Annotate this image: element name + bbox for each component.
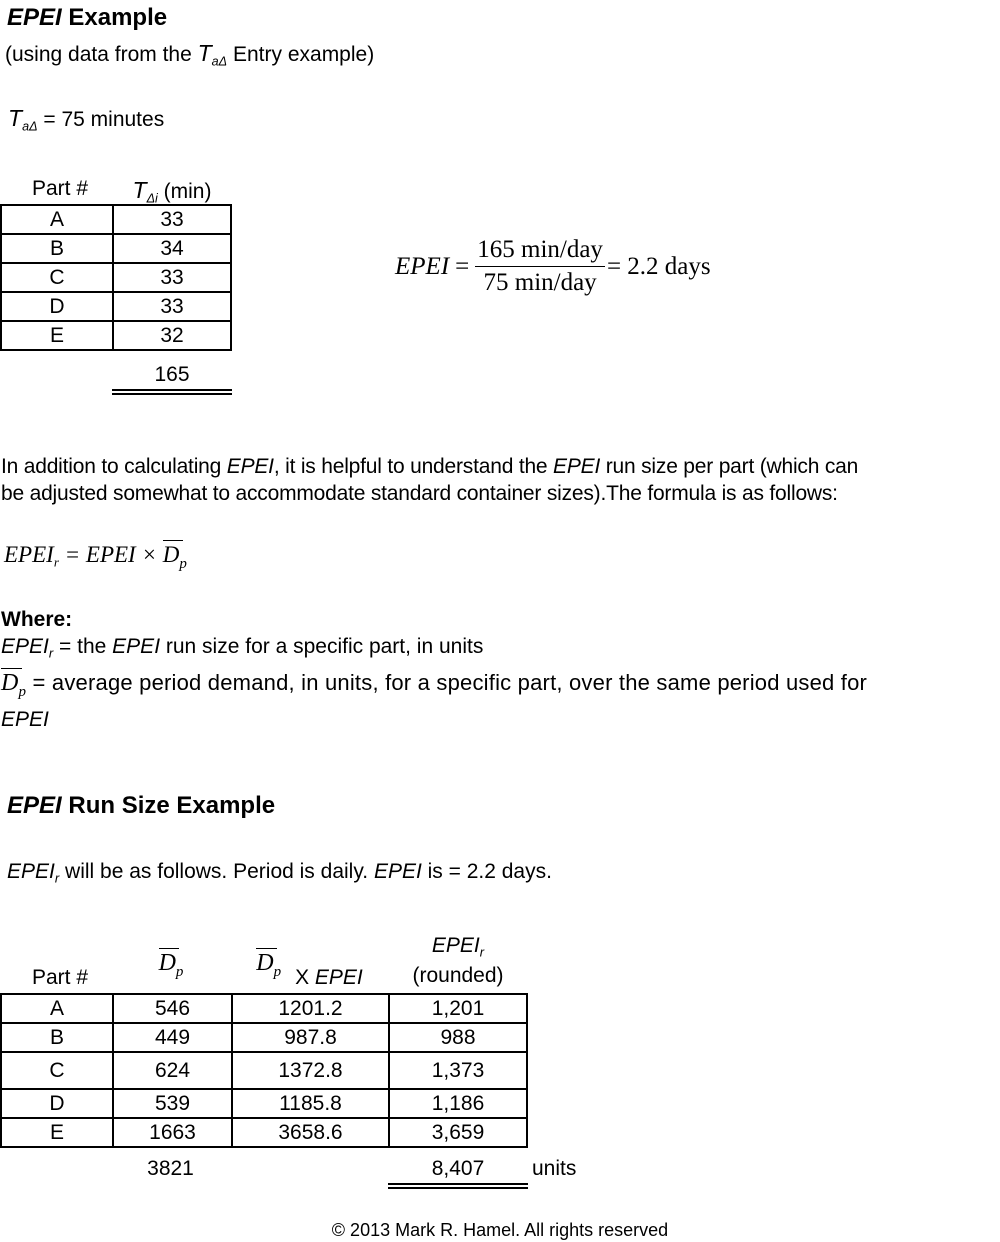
run-size-intro <box>7 860 552 886</box>
cell-rounded: 1,186 <box>389 1089 527 1118</box>
table-row <box>1 1118 527 1147</box>
dp-symbol <box>1 670 26 701</box>
total-dp: 3821 <box>147 1157 194 1180</box>
epei: EPEI <box>314 966 363 989</box>
where-label: Where: <box>1 608 73 631</box>
subtitle <box>5 40 374 68</box>
cell-part: A <box>1 994 113 1023</box>
time-symbol: T <box>132 177 147 203</box>
time-unit: (min) <box>163 180 212 203</box>
units-label: units <box>532 1157 577 1180</box>
cell-dp: 624 <box>113 1052 232 1089</box>
section-title-epei-example <box>7 4 167 32</box>
ta-value: = 75 minutes <box>43 108 165 131</box>
text: run size per part (which can <box>600 455 859 478</box>
symbol-sub: r <box>48 645 54 661</box>
col-header-part: Part # <box>31 177 89 200</box>
changeover-total: 165 <box>154 363 190 386</box>
p: p <box>179 556 187 572</box>
cell-dp: 546 <box>113 994 232 1023</box>
r: r <box>479 944 485 960</box>
text-italic: EPEI <box>226 455 274 478</box>
epei: EPEI <box>431 934 480 957</box>
text-italic: EPEI <box>112 635 161 658</box>
cell-dp: 449 <box>113 1023 232 1052</box>
cell-part: B <box>1 234 113 263</box>
double-underline <box>388 1183 528 1189</box>
cell-part: C <box>1 1052 113 1089</box>
title-rest: Example <box>68 4 168 31</box>
table-row <box>1 234 231 263</box>
cell-rounded: 1,201 <box>389 994 527 1023</box>
table-row <box>1 1052 527 1089</box>
table-row <box>1 1023 527 1052</box>
title-rest: Run Size Example <box>68 792 276 819</box>
cell-part: B <box>1 1023 113 1052</box>
cell-part: A <box>1 205 113 234</box>
x-epei <box>295 966 363 989</box>
formula-lhs: EPEI <box>4 542 54 567</box>
cell-part: C <box>1 263 113 292</box>
formula-result: = 2.2 days <box>606 252 711 280</box>
symbol: EPEI <box>1 635 49 658</box>
dp-symbol <box>256 950 281 981</box>
cell-part: D <box>1 1089 113 1118</box>
p: p <box>273 964 282 980</box>
text: is = 2.2 days. <box>421 860 552 883</box>
d: D <box>162 542 180 567</box>
cell-product: 987.8 <box>232 1023 389 1052</box>
table-row <box>1 205 231 234</box>
text: In addition to calculating <box>1 455 227 478</box>
col-header-time <box>112 177 232 205</box>
cell-product: 1372.8 <box>232 1052 389 1089</box>
d: D <box>158 950 176 976</box>
changeover-table <box>0 204 232 351</box>
text: , it is helpful to understand the <box>273 455 554 478</box>
cell-product: 1185.8 <box>232 1089 389 1118</box>
cell-rounded: 1,373 <box>389 1052 527 1089</box>
cell-time: 32 <box>113 321 231 350</box>
title-italic: EPEI <box>7 792 62 819</box>
text: will be as follows. Period is daily. <box>59 860 374 883</box>
x: X <box>295 966 315 989</box>
text: = average period demand, in units, for a specific part, over the same period used for <box>26 670 868 695</box>
definition-epei-r <box>1 635 483 661</box>
dp-symbol <box>159 950 184 981</box>
symbol-sub: r <box>54 870 60 886</box>
symbol: EPEI <box>7 860 55 883</box>
col-header-rounded: (rounded) <box>412 964 504 987</box>
paragraph-line-2: be adjusted somewhat to accommodate standard container sizes).The formula is as follows: <box>1 482 838 505</box>
copyright: © 2013 Mark R. Hamel. All rights reserved <box>331 1220 669 1240</box>
cell-product: 1201.2 <box>232 994 389 1023</box>
run-size-table <box>0 993 528 1148</box>
ta-sub: aΔ <box>22 119 38 134</box>
p: p <box>18 684 27 700</box>
cell-dp: 539 <box>113 1089 232 1118</box>
cell-time: 33 <box>113 205 231 234</box>
formula-fraction <box>475 236 605 297</box>
cell-part: D <box>1 292 113 321</box>
text-italic: EPEI <box>553 455 601 478</box>
cell-product: 3658.6 <box>232 1118 389 1147</box>
cell-time: 34 <box>113 234 231 263</box>
cell-rounded: 3,659 <box>389 1118 527 1147</box>
cell-part: E <box>1 321 113 350</box>
col-header-dp <box>112 950 230 981</box>
cell-part: E <box>1 1118 113 1147</box>
denominator: 75 min/day <box>483 269 597 296</box>
formula-eq: = <box>455 252 470 280</box>
ta-symbol: T <box>8 105 23 131</box>
ta-line <box>8 105 164 133</box>
formula-lhs: EPEI <box>395 252 450 280</box>
section-title-run-size-example <box>7 792 275 820</box>
table-row <box>1 292 231 321</box>
table-row <box>1 994 527 1023</box>
run-size-formula <box>4 542 187 573</box>
d: D <box>256 950 274 976</box>
formula-lhs-sub: r <box>53 554 59 570</box>
t-symbol: T <box>197 40 212 66</box>
cell-time: 33 <box>113 292 231 321</box>
text: = the <box>53 635 113 658</box>
double-underline <box>112 389 232 395</box>
table-row <box>1 321 231 350</box>
dp-symbol <box>163 542 187 573</box>
cell-time: 33 <box>113 263 231 292</box>
subtitle-pre: (using data from the <box>5 43 192 66</box>
subtitle-post: Entry example) <box>232 43 375 66</box>
definition-dp <box>1 670 867 701</box>
time-sub: Δi <box>146 191 158 206</box>
paragraph-line-1 <box>1 455 858 479</box>
col-header-epei-r <box>388 934 528 960</box>
t-sub: aΔ <box>211 54 228 69</box>
text: run size for a specific part, in units <box>160 635 484 658</box>
total-rounded: 8,407 <box>431 1157 485 1180</box>
col-header-part: Part # <box>31 966 89 989</box>
col-header-product <box>232 950 387 989</box>
definition-dp-cont: EPEI <box>1 708 49 731</box>
epei-formula <box>395 236 711 297</box>
table-row <box>1 1089 527 1118</box>
p: p <box>175 964 184 980</box>
table-row <box>1 263 231 292</box>
d: D <box>1 670 19 696</box>
text-italic: EPEI <box>373 860 422 883</box>
cell-rounded: 988 <box>389 1023 527 1052</box>
title-italic: EPEI <box>7 4 62 31</box>
formula-rhs: = EPEI × <box>58 542 163 567</box>
cell-dp: 1663 <box>113 1118 232 1147</box>
numerator: 165 min/day <box>475 236 605 267</box>
